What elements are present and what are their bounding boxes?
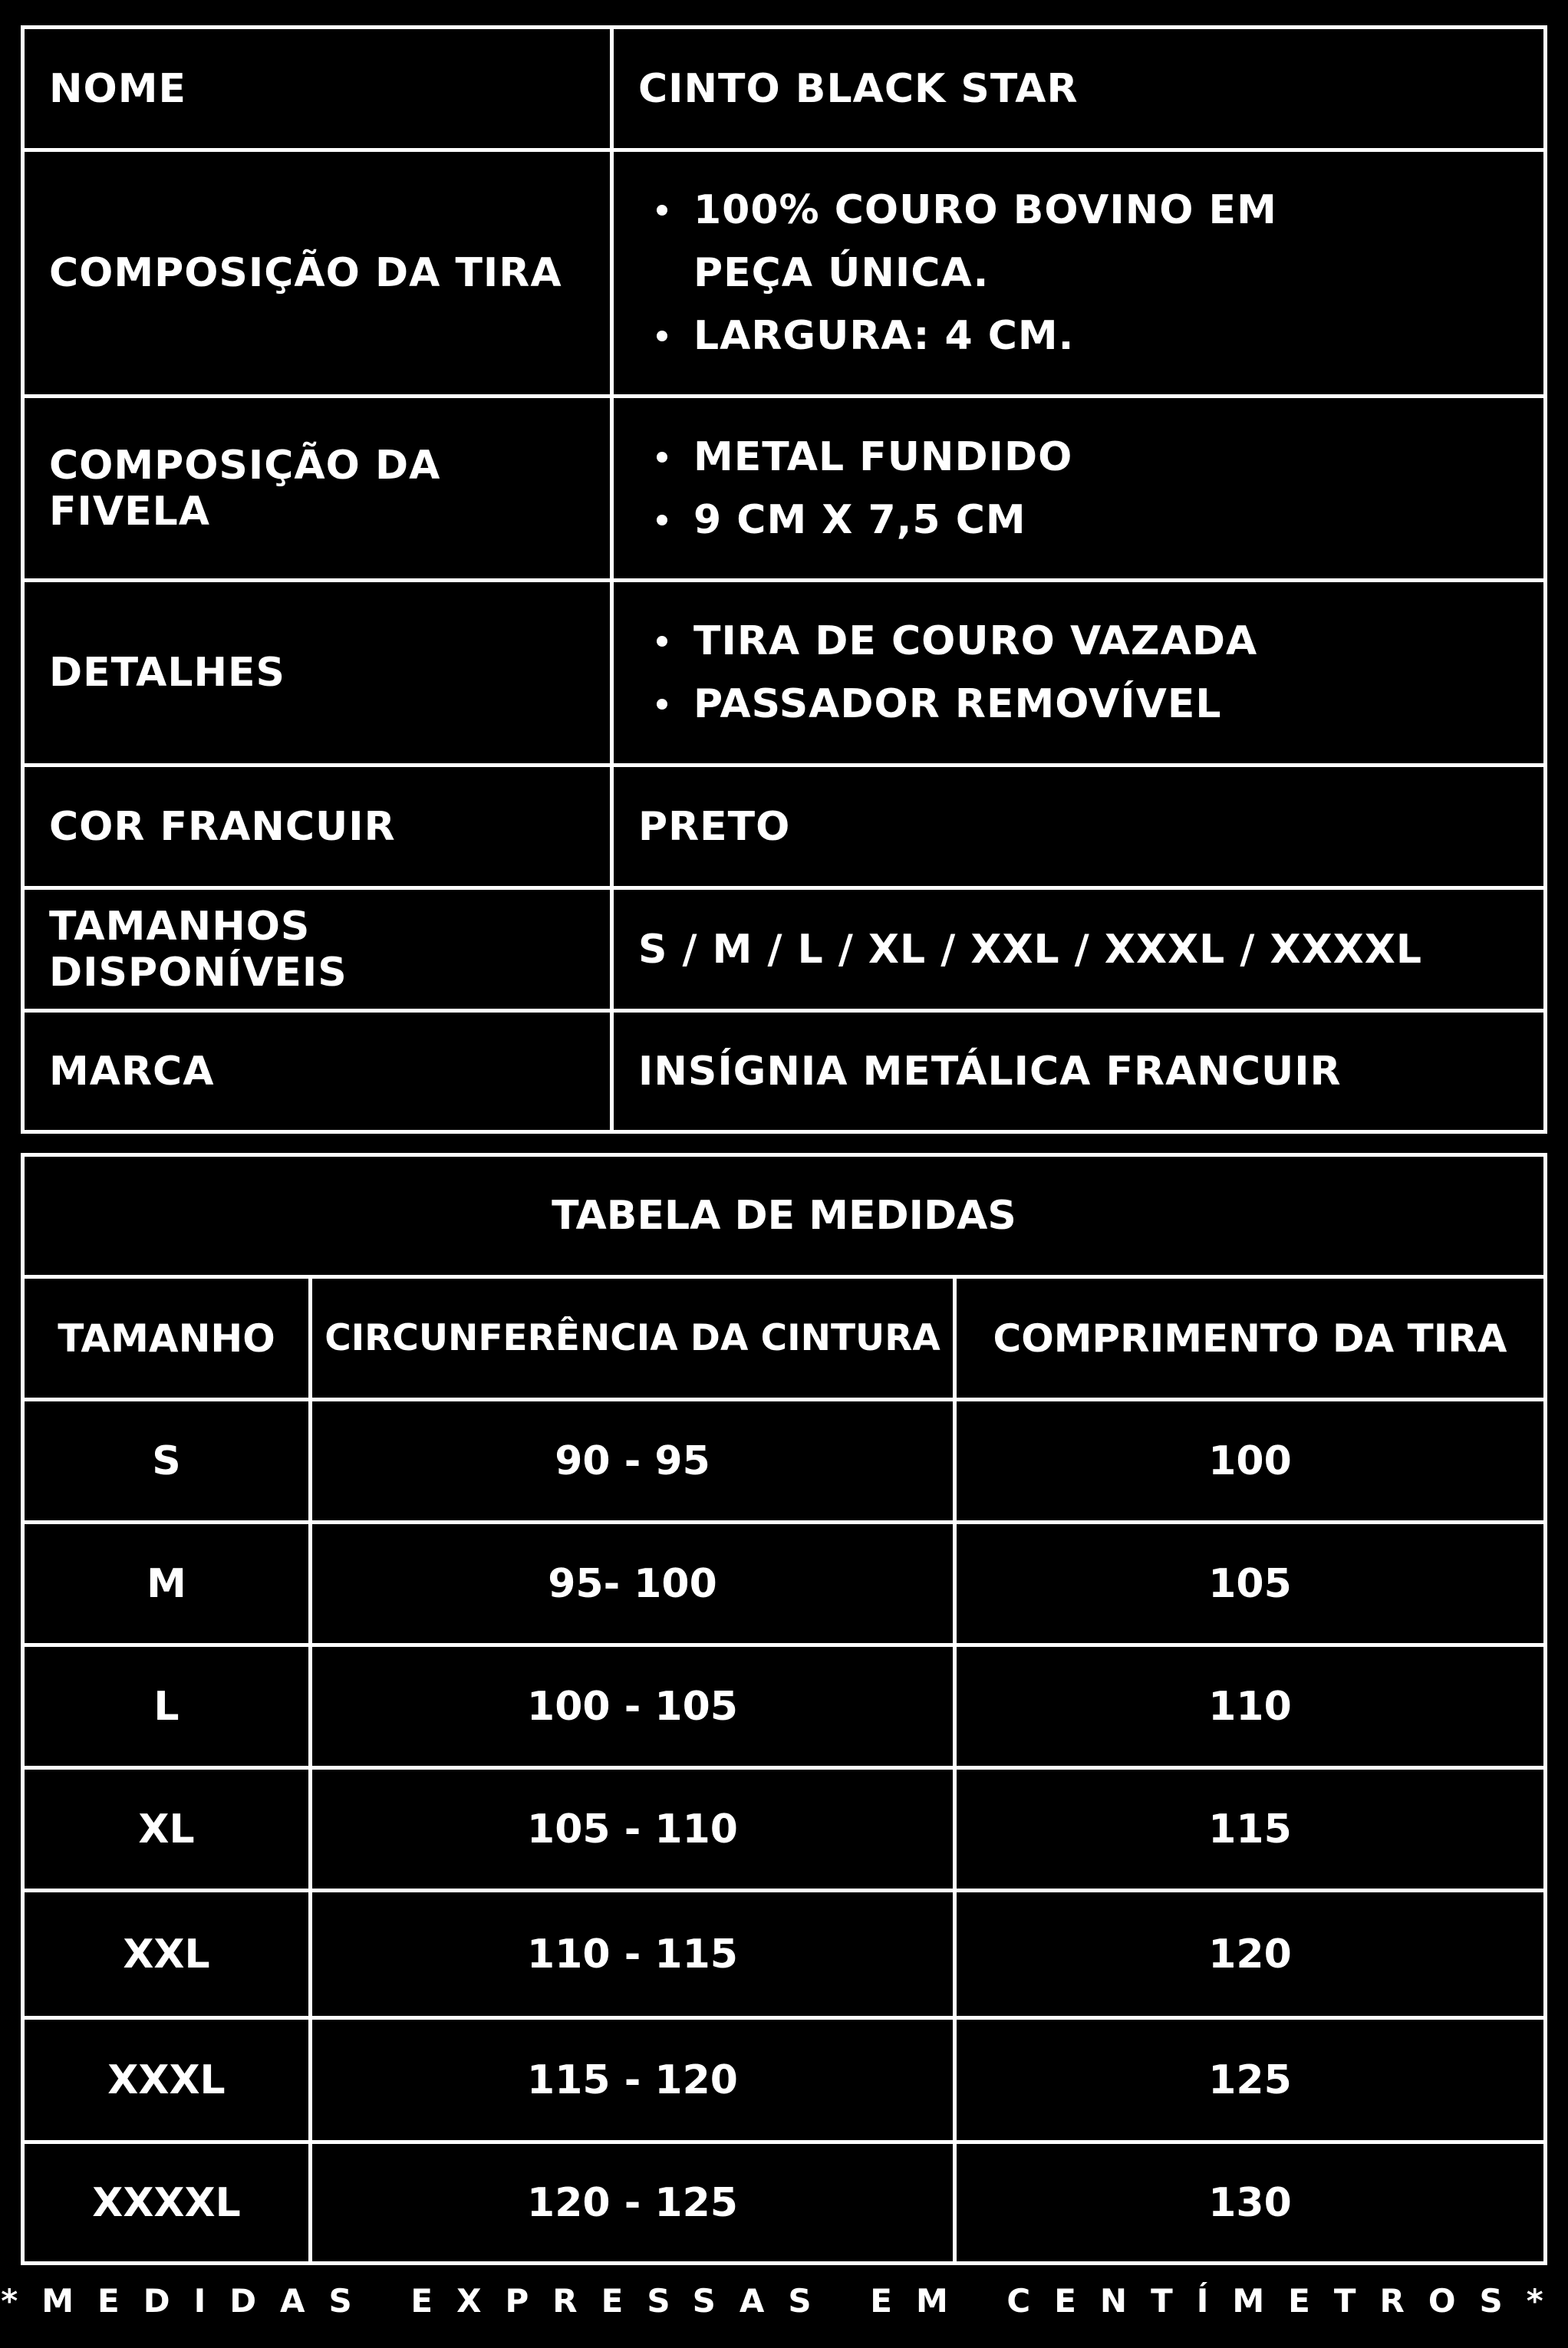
size-chart-title: TABELA DE MEDIDAS [552, 1193, 1016, 1239]
waist-cell: 110 - 115 [527, 1931, 738, 1978]
size-cell: S [152, 1437, 181, 1484]
spec-value-detalhes [638, 582, 1528, 763]
spec-label-detalhes: DETALHES [49, 650, 285, 696]
waist-cell: 105 - 110 [527, 1806, 738, 1852]
bullet-item: LARGURA: 4 CM. [693, 305, 1361, 367]
waist-cell: 90 - 95 [555, 1437, 710, 1484]
size-cell: L [153, 1683, 180, 1730]
waist-cell: 115 - 120 [527, 2057, 738, 2103]
spec-label-composicao-tira: COMPOSIÇÃO DA TIRA [49, 250, 562, 296]
bullet-item: PASSADOR REMOVÍVEL [693, 673, 1257, 736]
measurement-footnote: *MEDIDAS EXPRESSAS EM CENTÍMETROS* [1, 2282, 1567, 2320]
bullet-item: METAL FUNDIDO [693, 426, 1072, 489]
length-cell: 120 [1208, 1931, 1292, 1978]
bullet-list [614, 179, 1361, 367]
table-border [21, 1130, 1547, 1134]
length-cell: 130 [1208, 2179, 1292, 2226]
spec-label-nome: NOME [49, 65, 186, 112]
column-header-tamanho: TAMANHO [58, 1316, 275, 1361]
spec-value-cor: PRETO [638, 803, 791, 850]
waist-cell: 95- 100 [548, 1560, 717, 1607]
spec-label-cor: COR FRANCUIR [49, 803, 396, 850]
spec-value-nome: CINTO BLACK STAR [638, 65, 1079, 112]
waist-cell: 120 - 125 [527, 2179, 738, 2226]
table-border [1543, 1153, 1547, 2265]
column-header-comprimento: COMPRIMENTO DA TIRA [993, 1316, 1507, 1361]
spec-value-tamanhos: S / M / L / XL / XXL / XXXL / XXXXL [638, 926, 1422, 973]
spec-label-marca: MARCA [49, 1048, 215, 1095]
length-cell: 105 [1208, 1560, 1292, 1607]
length-cell: 115 [1208, 1806, 1292, 1852]
size-cell: XXL [123, 1931, 210, 1978]
spec-value-composicao-tira [638, 152, 1528, 394]
bullet-item: TIRA DE COURO VAZADA [693, 610, 1257, 673]
table-border [1543, 25, 1547, 1134]
table-border [21, 25, 25, 1134]
table-border [21, 2261, 1547, 2265]
size-cell: XXXXL [92, 2179, 241, 2226]
length-cell: 100 [1208, 1437, 1292, 1484]
length-cell: 125 [1208, 2057, 1292, 2103]
spec-label-composicao-fivela: COMPOSIÇÃO DA FIVELA [49, 442, 441, 535]
size-cell: XL [138, 1806, 195, 1852]
column-header-circunferencia: CIRCUNFERÊNCIA DA CINTURA [324, 1317, 940, 1359]
size-cell: XXXL [107, 2057, 226, 2103]
spec-value-composicao-fivela [638, 398, 1528, 578]
spec-value-marca: INSÍGNIA METÁLICA FRANCUIR [638, 1048, 1342, 1095]
size-cell: M [147, 1560, 186, 1607]
bullet-list [614, 426, 1072, 552]
waist-cell: 100 - 105 [527, 1683, 738, 1730]
spec-label-tamanhos: TAMANHOS DISPONÍVEIS [49, 903, 348, 996]
bullet-item: 9 CM X 7,5 CM [693, 489, 1072, 552]
bullet-list [614, 610, 1257, 736]
bullet-item: 100% COURO BOVINO EM PEÇA ÚNICA. [693, 179, 1361, 305]
length-cell: 110 [1208, 1683, 1292, 1730]
